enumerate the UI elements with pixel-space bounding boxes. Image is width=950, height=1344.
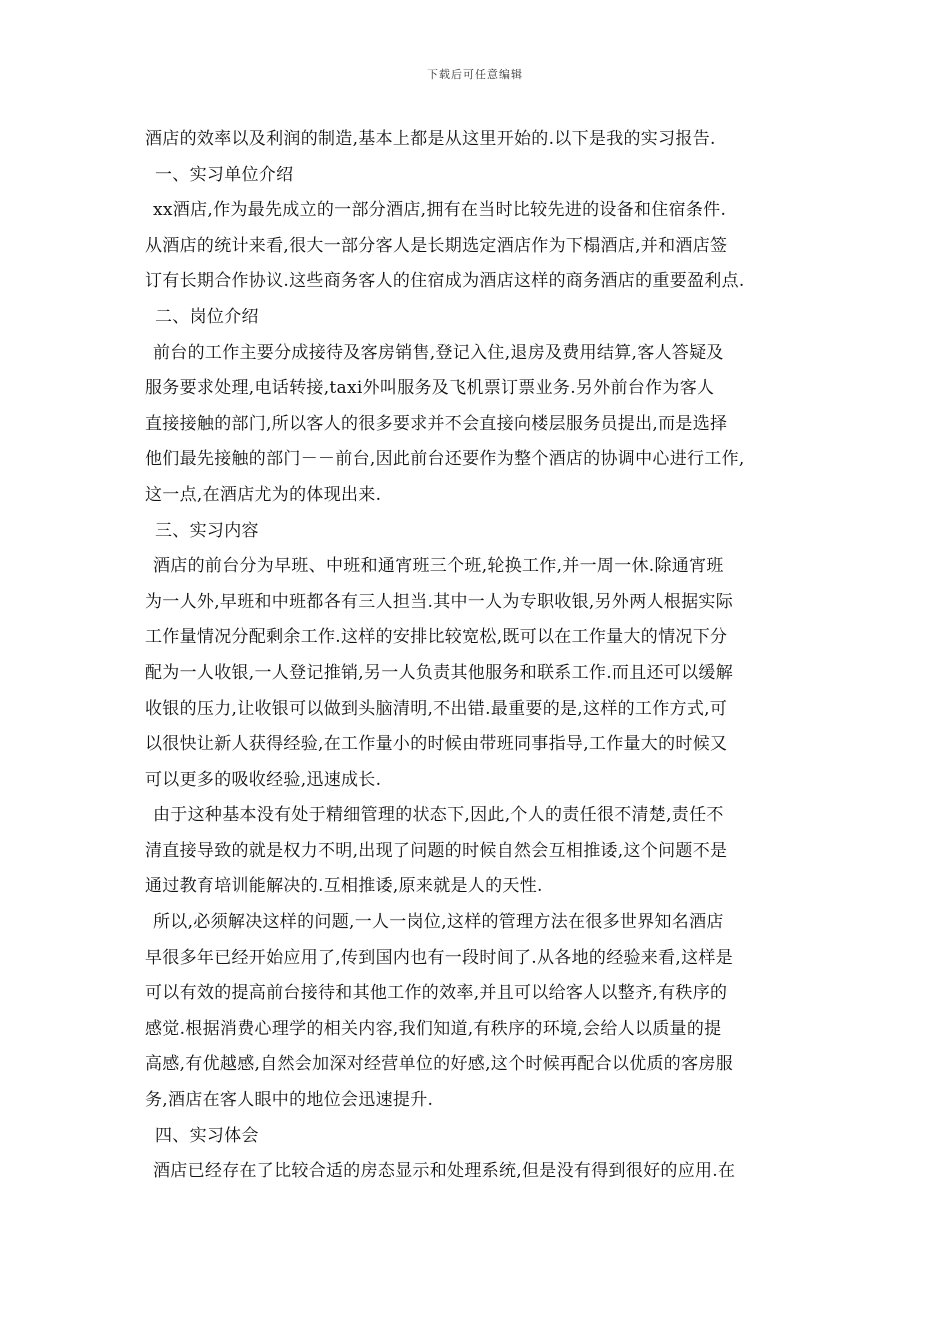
section-heading: 二、岗位介绍 — [155, 306, 259, 327]
paragraph-line: 由于这种基本没有处于精细管理的状态下,因此,个人的责任很不清楚,责任不 — [153, 805, 724, 826]
paragraph-line: 以很快让新人获得经验,在工作量小的时候由带班同事指导,工作量大的时候又 — [145, 734, 728, 755]
paragraph-line: 所以,必须解决这样的问题,一人一岗位,这样的管理方法在很多世界知名酒店 — [153, 912, 724, 933]
paragraph-line: 酒店已经存在了比较合适的房态显示和处理系统,但是没有得到很好的应用.在 — [153, 1161, 736, 1182]
section-heading: 一、实习单位介绍 — [155, 164, 294, 185]
paragraph-line: 务,酒店在客人眼中的地位会迅速提升. — [145, 1090, 434, 1111]
document-body — [145, 122, 813, 1190]
paragraph-line: 收银的压力,让收银可以做到头脑清明,不出错.最重要的是,这样的工作方式,可 — [145, 698, 728, 719]
paragraph-line: 为一人外,早班和中班都各有三人担当.其中一人为专职收银,另外两人根据实际 — [145, 591, 734, 612]
paragraph-line: 早很多年已经开始应用了,传到国内也有一段时间了.从各地的经验来看,这样是 — [145, 947, 734, 968]
section-heading: 四、实习体会 — [155, 1125, 259, 1146]
paragraph-line: 前台的工作主要分成接待及客房销售,登记入住,退房及费用结算,客人答疑及 — [153, 342, 724, 363]
section-heading: 三、实习内容 — [155, 520, 259, 541]
paragraph-line: 这一点,在酒店尤为的体现出来. — [145, 484, 382, 505]
paragraph-line: 清直接导致的就是权力不明,出现了问题的时候自然会互相推诿,这个问题不是 — [145, 840, 728, 861]
paragraph-line: 可以有效的提高前台接待和其他工作的效率,并且可以给客人以整齐,有秩序的 — [145, 983, 728, 1004]
paragraph-line: 酒店的前台分为早班、中班和通宵班三个班,轮换工作,并一周一休.除通宵班 — [153, 556, 724, 577]
paragraph-line: 订有长期合作协议.这些商务客人的住宿成为酒店这样的商务酒店的重要盈利点. — [145, 271, 745, 292]
paragraph-line: 配为一人收银,一人登记推销,另一人负责其他服务和联系工作.而且还可以缓解 — [145, 662, 734, 683]
paragraph-line: 高感,有优越感,自然会加深对经营单位的好感,这个时候再配合以优质的客房服 — [145, 1054, 734, 1075]
page-header: 下载后可任意编辑 — [427, 68, 523, 81]
paragraph-line: 通过教育培训能解决的.互相推诿,原来就是人的天性. — [145, 876, 543, 897]
paragraph-line: 他们最先接触的部门－－前台,因此前台还要作为整个酒店的协调中心进行工作, — [145, 449, 745, 470]
paragraph-line: 可以更多的吸收经验,迅速成长. — [145, 769, 382, 790]
paragraph-line: 直接接触的部门,所以客人的很多要求并不会直接向楼层服务员提出,而是选择 — [145, 413, 728, 434]
paragraph-line: xx酒店,作为最先成立的一部分酒店,拥有在当时比较先进的设备和住宿条件. — [153, 200, 727, 221]
paragraph-line: 从酒店的统计来看,很大一部分客人是长期选定酒店作为下榻酒店,并和酒店签 — [145, 235, 728, 256]
paragraph-line: 感觉.根据消费心理学的相关内容,我们知道,有秩序的环境,会给人以质量的提 — [145, 1018, 722, 1039]
paragraph-line: 工作量情况分配剩余工作.这样的安排比较宽松,既可以在工作量大的情况下分 — [145, 627, 728, 648]
paragraph-line: 服务要求处理,电话转接,taxi外叫服务及飞机票订票业务.另外前台作为客人 — [145, 378, 715, 399]
paragraph-line: 酒店的效率以及利润的制造,基本上都是从这里开始的.以下是我的实习报告. — [145, 129, 716, 149]
